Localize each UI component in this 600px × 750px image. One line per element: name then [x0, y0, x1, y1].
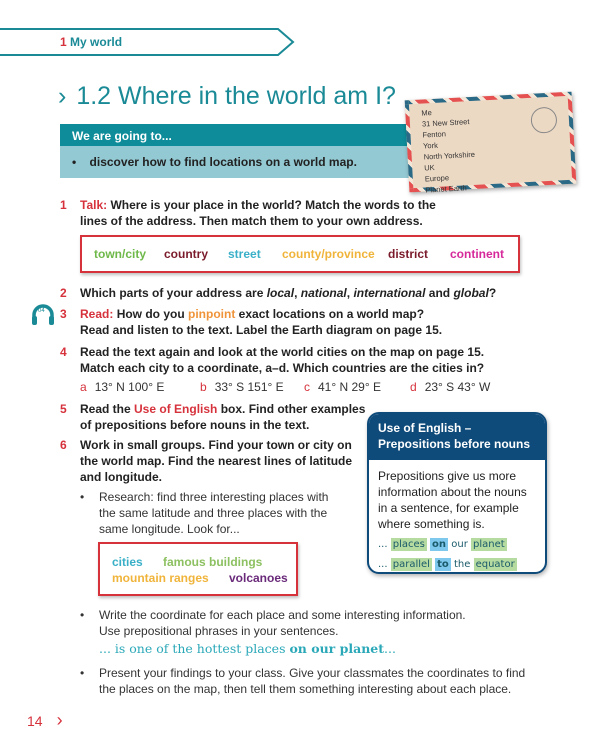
- coord-value: 13° N 100° E: [94, 380, 165, 394]
- chevron-right-icon[interactable]: ›: [56, 710, 63, 730]
- goal-text: discover how to find locations on a world map.: [89, 155, 357, 169]
- word-county-province: county/province: [282, 247, 375, 261]
- coord-letter: a: [80, 380, 87, 394]
- sentence-text: ...: [384, 641, 396, 656]
- coord-value: 23° S 43° W: [424, 380, 491, 394]
- keyword-global: global: [453, 286, 489, 300]
- question-text: Which parts of your address are: [80, 286, 267, 300]
- use-of-english-body: [369, 460, 545, 574]
- bullet-icon: •: [80, 666, 85, 680]
- address-line: York: [422, 140, 439, 151]
- punct: ,: [294, 286, 301, 300]
- question-1: [0, 197, 600, 231]
- question-text: Read the text again and look at the world cities on the map on page 15.: [80, 345, 485, 359]
- goals-heading: We are going to...: [60, 124, 420, 146]
- question-text: Read and listen to the text. Label the Earth diagram on page 15.: [80, 323, 443, 337]
- coordinate-a: [80, 380, 164, 394]
- word: the: [453, 559, 471, 570]
- address-line: Europe: [424, 173, 450, 184]
- bullet-icon: •: [80, 490, 85, 504]
- coord-letter: c: [304, 380, 310, 394]
- sentence-text: ... is one of the hottest places: [99, 641, 290, 656]
- goals-box: [60, 124, 420, 178]
- address-line: Planet Earth: [425, 183, 467, 195]
- title-line: Prepositions before nouns: [378, 437, 531, 451]
- word-cities: cities: [112, 555, 143, 569]
- unit-title: My world: [70, 35, 123, 49]
- bullet-text: Use prepositional phrases in your sentences.: [99, 624, 339, 638]
- question-text: lines of the address. Then match them to your own address.: [80, 214, 423, 228]
- use-of-english-title: [369, 414, 545, 460]
- question-3: [0, 306, 600, 340]
- word-mountain-ranges: mountain ranges: [112, 571, 209, 585]
- word-famous-buildings: famous buildings: [163, 555, 263, 569]
- noun-highlight: parallel: [392, 559, 430, 570]
- address-line: Fenton: [422, 129, 447, 140]
- punct: ?: [488, 286, 497, 300]
- question-number: 4: [60, 345, 67, 359]
- punct: and: [425, 286, 454, 300]
- question-text: of prepositions before nouns in the text.: [80, 418, 310, 432]
- bullet-text: the same latitude and three places with the: [99, 506, 328, 520]
- address-line: 31 New Street: [421, 117, 470, 129]
- word-volcanoes: volcanoes: [229, 571, 288, 585]
- address-line: UK: [424, 162, 435, 173]
- question-text: and longitude.: [80, 470, 162, 484]
- question-text: Read the: [80, 402, 135, 416]
- example-1: [378, 535, 536, 555]
- page-number-text: 14: [27, 713, 43, 729]
- question-5: [0, 401, 366, 435]
- word-continent: continent: [450, 247, 504, 261]
- bullet-text: Write the coordinate for each place and some interesting information.: [99, 608, 466, 622]
- keyword-national: national: [300, 286, 347, 300]
- bullet-icon: •: [80, 608, 85, 622]
- chevron-right-icon: ›: [58, 82, 67, 110]
- ellipsis: ...: [378, 539, 388, 550]
- noun-highlight: planet: [473, 539, 505, 550]
- question-number: 3: [60, 307, 67, 321]
- look-for-box: [98, 542, 298, 596]
- audio-track-number: 04: [38, 308, 45, 314]
- question-number: 1: [60, 198, 67, 212]
- keyword-local: local: [266, 286, 295, 300]
- question-text: box. Find other examples: [217, 402, 366, 416]
- bullet-text: Present your findings to your class. Give your classmates the coordinates to find: [99, 666, 526, 680]
- coord-letter: b: [200, 380, 207, 394]
- preposition-highlight: on: [432, 539, 447, 550]
- postmark-icon: [530, 107, 557, 134]
- page-number: [27, 710, 63, 731]
- coordinate-d: [410, 380, 490, 394]
- keyword-pinpoint[interactable]: pinpoint: [188, 307, 236, 321]
- question-text: the world map. Find the nearest lines of latitude: [80, 454, 353, 468]
- question-label: Talk:: [80, 198, 108, 212]
- question-text: exact locations on a world map?: [235, 307, 425, 321]
- use-of-english-box: [367, 412, 547, 574]
- question-number: 5: [60, 402, 67, 416]
- coord-letter: d: [410, 380, 417, 394]
- ellipsis: ...: [378, 559, 388, 570]
- bullet-text: the places on the map, then tell them something interesting about each place.: [99, 682, 512, 696]
- sentence-bold: on our planet: [289, 641, 385, 656]
- question-number: 2: [60, 286, 67, 300]
- unit-label: [60, 35, 122, 49]
- question-text: Work in small groups. Find your town or city on: [80, 438, 352, 452]
- envelope-image: [405, 92, 577, 193]
- punct: ,: [346, 286, 354, 300]
- word-district: district: [388, 247, 429, 261]
- address-line: Me: [421, 108, 433, 118]
- question-6: [0, 437, 360, 487]
- question-text: Match each city to a coordinate, a–d. Which countries are the cities in?: [80, 361, 485, 375]
- bullet-text: same longitude. Look for...: [99, 522, 240, 536]
- word-town-city: town/city: [94, 247, 147, 261]
- example-2: [378, 555, 536, 574]
- question-number: 6: [60, 438, 67, 452]
- coordinate-c: [304, 380, 381, 394]
- address-words-box: [80, 235, 520, 273]
- title-text: 1.2 Where in the world am I?: [76, 82, 396, 110]
- coordinate-b: [200, 380, 284, 394]
- goal-item: • discover how to find locations on a world map.: [60, 146, 420, 178]
- question-2: [0, 285, 600, 301]
- coord-value: 41° N 29° E: [318, 380, 381, 394]
- question-text: Where is your place in the world? Match the words to the: [110, 198, 436, 212]
- question-label: Read:: [80, 307, 114, 321]
- address-line: North Yorkshire: [423, 149, 476, 162]
- unit-banner: [0, 28, 295, 56]
- noun-highlight: places: [392, 539, 425, 550]
- word-country: country: [164, 247, 209, 261]
- question-4: [0, 344, 600, 378]
- preposition-highlight: to: [437, 559, 449, 570]
- unit-number: 1: [60, 35, 67, 49]
- word-street: street: [228, 247, 261, 261]
- question-text: How do you: [116, 307, 189, 321]
- keyword-international: international: [353, 286, 426, 300]
- coord-value: 33° S 151° E: [214, 380, 284, 394]
- title-line: Use of English –: [378, 421, 472, 435]
- keyword-use-of-english[interactable]: Use of English: [134, 402, 218, 416]
- noun-highlight: equator: [475, 559, 515, 570]
- page-title: [58, 82, 396, 111]
- example-sentence: [99, 641, 396, 656]
- word: our: [451, 539, 468, 550]
- envelope-address: [421, 105, 477, 196]
- bullet-text: Research: find three interesting places with: [99, 490, 329, 504]
- body-text: Prepositions give us more information about the nouns in a sentence, for example where something is.: [378, 469, 527, 531]
